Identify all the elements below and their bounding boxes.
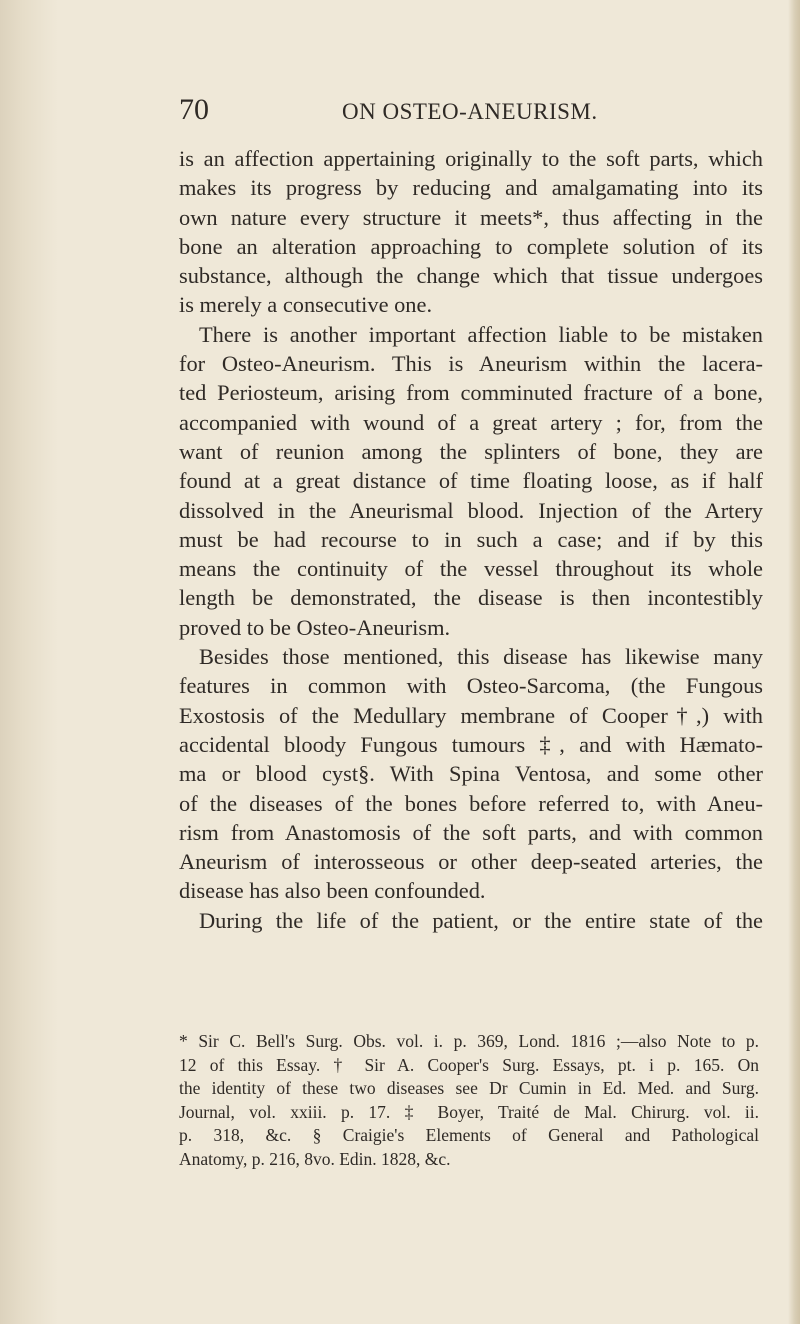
body-line: found at a great distance of time floating loose, as if half bbox=[179, 468, 763, 494]
body-line: substance, although the change which that tissue undergoes bbox=[179, 263, 763, 289]
body-line: is an affection appertaining originally to the soft parts, which bbox=[179, 146, 763, 171]
body-line: must be had recourse to in such a case; and if by this bbox=[179, 526, 763, 552]
body-line: Aneurism of interosseous or other deep-seated arteries, the bbox=[179, 849, 763, 875]
footnote-line: the identity of these two diseases see Dr Cumin in Ed. Med. and Surg. bbox=[179, 1078, 759, 1098]
running-head: ON OSTEO-ANEURISM. bbox=[342, 99, 598, 124]
body-line: disease has also been confounded. bbox=[179, 878, 486, 904]
body-text bbox=[179, 144, 763, 935]
body-line: proved to be Osteo-Aneurism. bbox=[179, 614, 451, 640]
page-header bbox=[179, 90, 749, 130]
body-line: ma or blood cyst§. With Spina Ventosa, and some other bbox=[179, 761, 763, 787]
footnote-line: * Sir C. Bell's Surg. Obs. vol. i. p. 369, Lond. 1816 ;—also Note to p. bbox=[179, 1031, 759, 1051]
body-line: for Osteo-Aneurism. This is Aneurism within the lacera- bbox=[179, 351, 763, 377]
body-line: During the life of the patient, or the entire state of the bbox=[199, 907, 763, 933]
footnote-line: Anatomy, p. 216, 8vo. Edin. 1828, &c. bbox=[179, 1148, 451, 1169]
body-line: ted Periosteum, arising from comminuted fracture of a bone, bbox=[179, 380, 763, 406]
body-line: There is another important affection liable to be mistaken bbox=[199, 321, 763, 347]
body-line: length be demonstrated, the disease is then incontestibly bbox=[179, 585, 763, 611]
page-edge-shadow bbox=[788, 0, 800, 1324]
body-line: of the diseases of the bones before referred to, with Aneu- bbox=[179, 790, 763, 816]
footnotes bbox=[179, 1030, 759, 1171]
body-line: Besides those mentioned, this disease has likewise many bbox=[199, 644, 763, 670]
body-line: Exostosis of the Medullary membrane of Cooper†,) with bbox=[179, 702, 763, 728]
body-line: rism from Anastomosis of the soft parts, and with common bbox=[179, 819, 763, 845]
footnote-line: Journal, vol. xxiii. p. 17. ‡ Boyer, Traité de Mal. Chirurg. vol. ii. bbox=[179, 1101, 759, 1122]
footnote-line: p. 318, &c. § Craigie's Elements of General and Pathological bbox=[179, 1125, 759, 1145]
body-line: own nature every structure it meets*, thus affecting in the bbox=[179, 204, 763, 230]
page-gutter-shadow bbox=[0, 0, 58, 1324]
body-line: is merely a consecutive one. bbox=[179, 292, 433, 318]
body-line: dissolved in the Aneurismal blood. Injection of the Artery bbox=[179, 497, 763, 523]
body-line: want of reunion among the splinters of bone, they are bbox=[179, 438, 763, 464]
body-line: features in common with Osteo-Sarcoma, (the Fungous bbox=[179, 673, 763, 699]
body-line: accidental bloody Fungous tumours ‡, and with Hæmato- bbox=[179, 731, 763, 757]
body-line: bone an alteration approaching to complete solution of its bbox=[179, 233, 763, 259]
body-line: means the continuity of the vessel throughout its whole bbox=[179, 556, 763, 582]
body-line: makes its progress by reducing and amalgamating into its bbox=[179, 175, 763, 201]
page-number: 70 bbox=[179, 93, 209, 126]
footnote-line: 12 of this Essay. † Sir A. Cooper's Surg. Essays, pt. i p. 165. On bbox=[179, 1054, 759, 1075]
body-line: accompanied with wound of a great artery ; for, from the bbox=[179, 409, 763, 435]
